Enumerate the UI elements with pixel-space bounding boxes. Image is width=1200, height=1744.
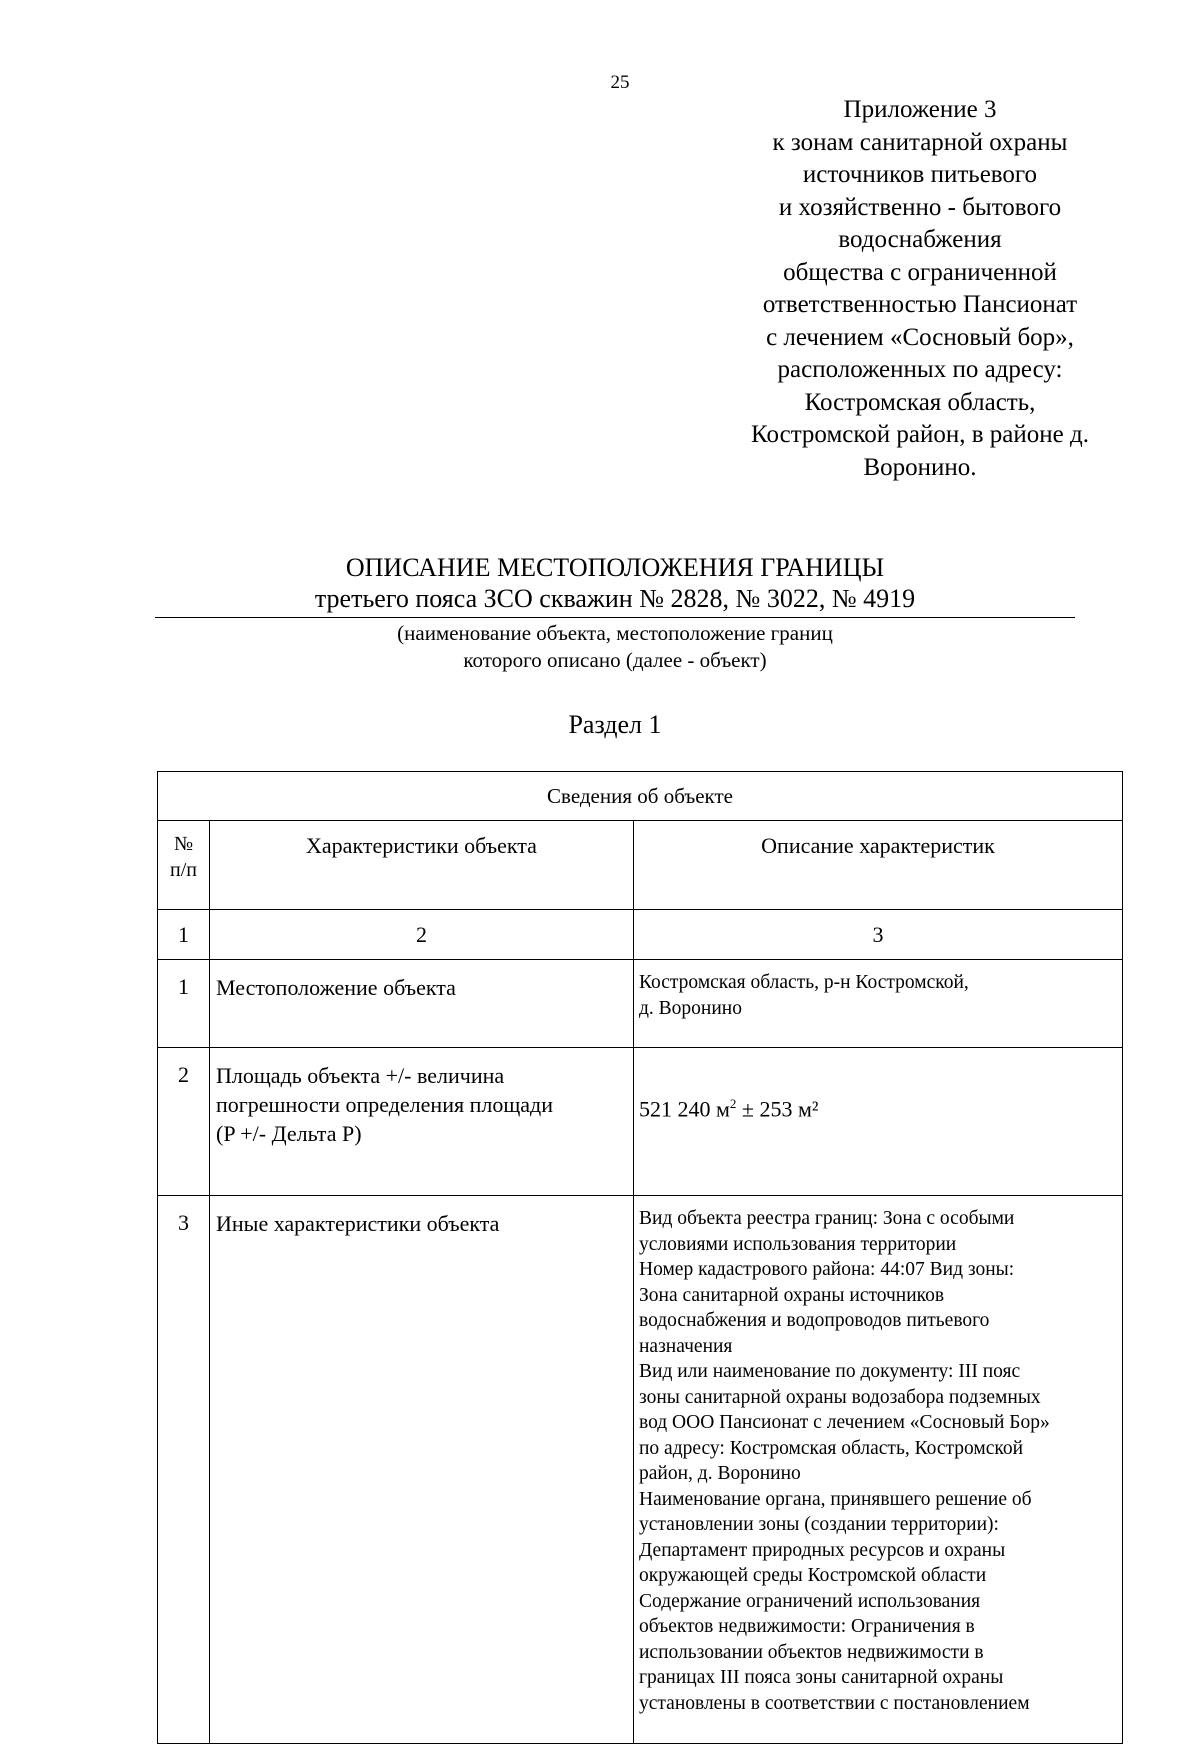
title-underline: [155, 617, 1075, 618]
description-line: Костромская область, р-н Костромской,: [639, 972, 969, 993]
index-cell: 1: [158, 910, 210, 960]
title-note-line: которого описано (далее - объект): [463, 648, 767, 672]
row-characteristic: [210, 1048, 634, 1196]
document-title: ОПИСАНИЕ МЕСТОПОЛОЖЕНИЯ ГРАНИЦЫ: [345, 553, 885, 582]
row-number: 3: [158, 1196, 210, 1744]
page-number: 25: [610, 72, 630, 93]
appendix-line: Воронино.: [863, 453, 977, 481]
row-description: [634, 1196, 1123, 1744]
description-line: Наименование органа, принявшего решение об: [639, 1488, 1032, 1510]
header-description: Описание характеристик: [634, 821, 1123, 910]
row-number: 1: [158, 960, 210, 1048]
description-line: объектов недвижимости: Ограничения в: [639, 1616, 975, 1637]
title-note-line: (наименование объекта, местоположение границ: [397, 621, 833, 645]
description-line: назначения: [639, 1335, 733, 1357]
row-description: [634, 960, 1123, 1048]
description-line: окружающей среды Костромской области: [639, 1565, 987, 1586]
appendix-heading: [660, 94, 1180, 484]
appendix-line: ответственностью Пансионат: [762, 291, 1078, 318]
description-line: условиями использования территории: [639, 1233, 957, 1255]
table-index-row: [158, 910, 1123, 960]
row-number: 2: [158, 1048, 210, 1196]
index-cell: 2: [210, 910, 634, 960]
table-row: [158, 960, 1123, 1048]
area-number: 521 240 м: [639, 1096, 730, 1122]
description-line: район, д. Воронино: [639, 1463, 801, 1484]
description-line: границах III пояса зоны санитарной охраны: [639, 1667, 1004, 1688]
characteristic-line: (P +/- Дельта P): [216, 1121, 362, 1146]
characteristic-line: погрешности определения площади: [216, 1092, 554, 1117]
document-subtitle: третьего пояса ЗСО скважин № 2828, № 3022, № 4919: [314, 584, 916, 613]
description-line: зоны санитарной охраны водозабора подземных: [639, 1386, 1041, 1408]
appendix-line: источников питьевого: [802, 161, 1038, 188]
description-line: д. Воронино: [639, 997, 742, 1019]
table-caption-row: [158, 772, 1123, 821]
row-characteristic: Местоположение объекта: [210, 960, 634, 1048]
area-error: ± 253 м²: [736, 1096, 819, 1122]
index-cell: 3: [634, 910, 1123, 960]
area-value: [634, 1048, 1123, 1196]
appendix-line: и хозяйственно - бытового: [778, 193, 1062, 221]
description-line: установлены в соответствии с постановлением: [639, 1692, 1030, 1714]
description-line: вод ООО Пансионат с лечением «Сосновый Бор»: [639, 1412, 1050, 1433]
appendix-line: расположенных по адресу:: [777, 356, 1063, 383]
appendix-line: Приложение 3: [843, 96, 997, 123]
area-exponent: 2: [729, 1096, 737, 1111]
description-line: Вид или наименование по документу: III пояс: [639, 1361, 1021, 1382]
description-line: Номер кадастрового района: 44:07 Вид зоны:: [639, 1259, 1015, 1280]
table-caption: Сведения об объекте: [158, 772, 1123, 821]
description-line: водоснабжения и водопроводов питьевого: [639, 1310, 990, 1331]
row-characteristic: Иные характеристики объекта: [210, 1196, 634, 1744]
object-info-table: [157, 771, 1123, 1744]
section-title: Раздел 1: [568, 710, 662, 739]
header-number: [158, 821, 210, 910]
description-line: Вид объекта реестра границ: Зона с особыми: [639, 1208, 1015, 1229]
table-row: [158, 1196, 1123, 1744]
appendix-line: общества с ограниченной: [783, 258, 1057, 286]
description-line: Зона санитарной охраны источников: [639, 1284, 945, 1306]
table-row: [158, 1048, 1123, 1196]
description-line: по адресу: Костромская область, Костромской: [639, 1437, 1024, 1459]
header-number-line: п/п: [170, 859, 197, 881]
description-line: использовании объектов недвижимости в: [639, 1641, 984, 1663]
appendix-line: Костромская область,: [804, 388, 1036, 416]
table-header-row: [158, 821, 1123, 910]
description-line: установлении зоны (создании территории):: [639, 1514, 999, 1535]
appendix-line: к зонам санитарной охраны: [772, 128, 1068, 156]
appendix-line: Костромской район, в районе д.: [751, 421, 1089, 448]
description-line: Департамент природных ресурсов и охраны: [639, 1539, 1006, 1561]
characteristic-line: Площадь объекта +/- величина: [216, 1063, 505, 1088]
header-number-line: №: [173, 833, 194, 855]
title-note: [155, 620, 1075, 674]
header-characteristics: Характеристики объекта: [210, 821, 634, 910]
appendix-line: с лечением «Сосновый бор»,: [766, 323, 1074, 351]
appendix-line: водоснабжения: [838, 226, 1002, 253]
description-line: Содержание ограничений использования: [639, 1590, 981, 1612]
